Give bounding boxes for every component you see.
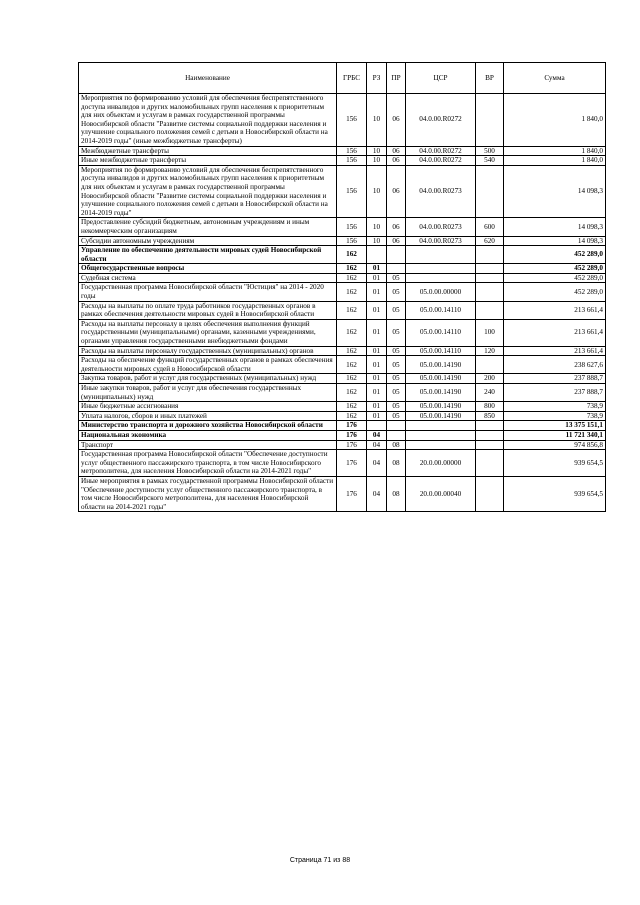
cell-grbs: 162 [337, 384, 367, 402]
table-row [79, 421, 606, 431]
budget-table [78, 62, 606, 512]
page-number: Страница 71 из 88 [289, 857, 351, 864]
cell-vr: 540 [476, 156, 504, 166]
cell-pr [387, 430, 406, 440]
cell-csr: 05.0.00.14190 [406, 384, 476, 402]
header-name: Наименование [79, 63, 337, 94]
cell-sum: 974 856,8 [504, 440, 606, 450]
cell-rz: 10 [367, 156, 387, 166]
cell-csr: 05.0.00.14110 [406, 301, 476, 319]
cell-grbs: 176 [337, 430, 367, 440]
cell-name: Расходы на выплаты персоналу государственных (муниципальных) органов [79, 346, 337, 356]
cell-rz: 10 [367, 146, 387, 156]
cell-rz: 01 [367, 273, 387, 283]
header-sum: Сумма [504, 63, 606, 94]
cell-csr: 04.0.00.R0272 [406, 94, 476, 147]
cell-vr [476, 440, 504, 450]
cell-grbs: 176 [337, 450, 367, 477]
table-row [79, 246, 606, 264]
cell-grbs: 162 [337, 411, 367, 421]
cell-sum: 237 888,7 [504, 374, 606, 384]
cell-rz: 01 [367, 301, 387, 319]
cell-grbs: 162 [337, 319, 367, 346]
cell-sum: 238 627,6 [504, 356, 606, 374]
cell-sum: 11 721 340,1 [504, 430, 606, 440]
table-row [79, 236, 606, 246]
cell-grbs: 162 [337, 346, 367, 356]
table-row [79, 283, 606, 301]
cell-pr: 05 [387, 301, 406, 319]
cell-pr [387, 421, 406, 431]
cell-csr [406, 440, 476, 450]
cell-pr: 06 [387, 94, 406, 147]
cell-sum: 14 098,3 [504, 236, 606, 246]
cell-grbs: 176 [337, 476, 367, 511]
cell-vr [476, 94, 504, 147]
cell-pr: 05 [387, 319, 406, 346]
cell-rz: 04 [367, 440, 387, 450]
cell-vr [476, 283, 504, 301]
cell-rz: 04 [367, 476, 387, 511]
table-row [79, 319, 606, 346]
cell-name: Иные межбюджетные трансферты [79, 156, 337, 166]
cell-pr: 05 [387, 356, 406, 374]
cell-csr: 05.0.00.14110 [406, 346, 476, 356]
cell-sum: 939 654,5 [504, 476, 606, 511]
table-row [79, 146, 606, 156]
table-body [79, 94, 606, 512]
cell-pr: 06 [387, 156, 406, 166]
cell-sum: 13 375 151,1 [504, 421, 606, 431]
table-row [79, 264, 606, 274]
cell-sum: 1 840,0 [504, 146, 606, 156]
table-row [79, 165, 606, 218]
cell-grbs: 162 [337, 264, 367, 274]
cell-name: Общегосударственные вопросы [79, 264, 337, 274]
cell-vr: 100 [476, 319, 504, 346]
header-csr: ЦСР [406, 63, 476, 94]
cell-pr: 08 [387, 440, 406, 450]
cell-sum: 213 661,4 [504, 301, 606, 319]
table-row [79, 346, 606, 356]
cell-sum: 738,9 [504, 402, 606, 412]
table-row [79, 218, 606, 236]
cell-csr [406, 273, 476, 283]
cell-name: Национальная экономика [79, 430, 337, 440]
table-header-row [79, 63, 606, 94]
cell-sum: 14 098,3 [504, 218, 606, 236]
cell-rz: 10 [367, 94, 387, 147]
table-row [79, 156, 606, 166]
cell-vr [476, 301, 504, 319]
header-grbs: ГРБС [337, 63, 367, 94]
table-row [79, 402, 606, 412]
cell-name: Расходы на выплаты по оплате труда работников государственных органов в рамках обеспечения деятельности мировых судей в Новосибирской области [79, 301, 337, 319]
cell-rz: 01 [367, 374, 387, 384]
cell-csr: 05.0.00.00000 [406, 283, 476, 301]
cell-name: Субсидии автономным учреждениям [79, 236, 337, 246]
cell-sum: 237 888,7 [504, 384, 606, 402]
cell-sum: 939 654,5 [504, 450, 606, 477]
cell-name: Иные закупки товаров, работ и услуг для обеспечения государственных (муниципальных) нужд [79, 384, 337, 402]
cell-csr [406, 430, 476, 440]
cell-vr [476, 246, 504, 264]
cell-grbs: 162 [337, 283, 367, 301]
cell-pr: 05 [387, 283, 406, 301]
cell-vr: 620 [476, 236, 504, 246]
cell-pr [387, 264, 406, 274]
cell-name: Судебная система [79, 273, 337, 283]
cell-grbs: 162 [337, 301, 367, 319]
cell-csr: 05.0.00.14190 [406, 374, 476, 384]
table-row [79, 476, 606, 511]
cell-grbs: 176 [337, 440, 367, 450]
cell-grbs: 156 [337, 236, 367, 246]
cell-csr: 05.0.00.14190 [406, 411, 476, 421]
cell-vr [476, 273, 504, 283]
table-row [79, 450, 606, 477]
cell-name: Министерство транспорта и дорожного хозяйства Новосибирской области [79, 421, 337, 431]
cell-pr: 06 [387, 165, 406, 218]
table-row [79, 440, 606, 450]
cell-rz: 10 [367, 236, 387, 246]
cell-pr: 08 [387, 476, 406, 511]
table-row [79, 301, 606, 319]
cell-rz: 01 [367, 402, 387, 412]
cell-grbs: 176 [337, 421, 367, 431]
cell-rz: 01 [367, 346, 387, 356]
cell-rz: 01 [367, 264, 387, 274]
cell-sum: 738,9 [504, 411, 606, 421]
cell-name: Государственная программа Новосибирской области "Обеспечение доступности услуг общественного пассажирского транспорта, в том числе Новосибирского метрополитена, для населения Новосибирской области на 2014-2021 годы" [79, 450, 337, 477]
cell-csr: 05.0.00.14190 [406, 356, 476, 374]
cell-csr [406, 264, 476, 274]
cell-rz: 01 [367, 283, 387, 301]
cell-csr [406, 246, 476, 264]
cell-sum: 1 840,0 [504, 156, 606, 166]
cell-pr [387, 246, 406, 264]
table-row [79, 374, 606, 384]
cell-pr: 05 [387, 346, 406, 356]
cell-vr: 500 [476, 146, 504, 156]
cell-grbs: 162 [337, 246, 367, 264]
cell-csr: 05.0.00.14190 [406, 402, 476, 412]
cell-name: Межбюджетные трансферты [79, 146, 337, 156]
table-row [79, 94, 606, 147]
cell-pr: 06 [387, 218, 406, 236]
cell-vr [476, 356, 504, 374]
cell-sum: 452 289,0 [504, 283, 606, 301]
cell-grbs: 156 [337, 94, 367, 147]
cell-sum: 14 098,3 [504, 165, 606, 218]
cell-vr [476, 165, 504, 218]
cell-grbs: 156 [337, 146, 367, 156]
cell-pr: 05 [387, 273, 406, 283]
cell-vr [476, 430, 504, 440]
cell-pr: 05 [387, 411, 406, 421]
cell-vr [476, 264, 504, 274]
cell-rz [367, 421, 387, 431]
cell-vr: 240 [476, 384, 504, 402]
cell-pr: 05 [387, 384, 406, 402]
cell-vr: 850 [476, 411, 504, 421]
table-row [79, 430, 606, 440]
cell-sum: 213 661,4 [504, 319, 606, 346]
cell-sum: 213 661,4 [504, 346, 606, 356]
cell-rz: 01 [367, 319, 387, 346]
cell-rz: 04 [367, 450, 387, 477]
cell-vr [476, 421, 504, 431]
cell-csr [406, 421, 476, 431]
cell-name: Транспорт [79, 440, 337, 450]
table-row [79, 356, 606, 374]
cell-csr: 04.0.00.R0273 [406, 236, 476, 246]
table-row [79, 411, 606, 421]
cell-name: Уплата налогов, сборов и иных платежей [79, 411, 337, 421]
cell-grbs: 156 [337, 165, 367, 218]
cell-csr: 04.0.00.R0272 [406, 146, 476, 156]
cell-sum: 452 289,0 [504, 264, 606, 274]
cell-rz: 10 [367, 218, 387, 236]
cell-sum: 452 289,0 [504, 273, 606, 283]
cell-name: Расходы на обеспечение функций государственных органов в рамках обеспечения деятельности мировых судей в Новосибирской области [79, 356, 337, 374]
cell-vr [476, 450, 504, 477]
cell-rz: 04 [367, 430, 387, 440]
cell-grbs: 162 [337, 356, 367, 374]
cell-pr: 06 [387, 146, 406, 156]
cell-name: Предоставление субсидий бюджетным, автономным учреждениям и иным некоммерческим организациям [79, 218, 337, 236]
cell-csr: 04.0.00.R0273 [406, 165, 476, 218]
cell-name: Мероприятия по формированию условий для обеспечения беспрепятственного доступа инвалидов и других маломобильных групп населения к приоритетным для них объектам и услугам в рамках государственной программы Новосибирской области "Развитие системы социальной поддержки населения и улучшение социального положения семей с детьми в Новосибирской области на 2014-2019 годы" [79, 165, 337, 218]
cell-sum: 452 289,0 [504, 246, 606, 264]
cell-name: Закупка товаров, работ и услуг для государственных (муниципальных) нужд [79, 374, 337, 384]
cell-csr: 04.0.00.R0272 [406, 156, 476, 166]
cell-vr: 800 [476, 402, 504, 412]
cell-vr: 600 [476, 218, 504, 236]
cell-grbs: 156 [337, 218, 367, 236]
cell-vr: 200 [476, 374, 504, 384]
header-pr: ПР [387, 63, 406, 94]
cell-pr: 06 [387, 236, 406, 246]
cell-name: Государственная программа Новосибирской области "Юстиция" на 2014 - 2020 годы [79, 283, 337, 301]
cell-pr: 05 [387, 402, 406, 412]
cell-pr: 08 [387, 450, 406, 477]
cell-rz: 10 [367, 165, 387, 218]
cell-rz: 01 [367, 411, 387, 421]
cell-vr: 120 [476, 346, 504, 356]
header-rz: РЗ [367, 63, 387, 94]
cell-grbs: 162 [337, 273, 367, 283]
table-row [79, 273, 606, 283]
cell-name: Иные мероприятия в рамках государственной программы Новосибирской области "Обеспечение доступности услуг общественного пассажирского транспорта, в том числе Новосибирского метрополитена, для населения Новосибирской области на 2014-2021 годы" [79, 476, 337, 511]
header-vr: ВР [476, 63, 504, 94]
cell-sum: 1 840,0 [504, 94, 606, 147]
cell-rz: 01 [367, 384, 387, 402]
cell-name: Иные бюджетные ассигнования [79, 402, 337, 412]
cell-grbs: 156 [337, 156, 367, 166]
cell-grbs: 162 [337, 374, 367, 384]
cell-csr: 20.0.00.00000 [406, 450, 476, 477]
cell-name: Мероприятия по формированию условий для обеспечения беспрепятственного доступа инвалидов и других маломобильных групп населения к приоритетным для них объектам и услугам в рамках государственной программы Новосибирской области "Развитие системы социальной поддержки населения и улучшение социального положения семей с детьми в Новосибирской области на 2014-2019 годы" (иные межбюджетные трансферты) [79, 94, 337, 147]
cell-rz [367, 246, 387, 264]
cell-name: Расходы на выплаты персоналу в целях обеспечения выполнения функций государственными (муниципальными) органами, казенными учреждениями, органами управления государственными внебюджетными фондами [79, 319, 337, 346]
cell-name: Управление по обеспечению деятельности мировых судей Новосибирской области [79, 246, 337, 264]
cell-csr: 05.0.00.14110 [406, 319, 476, 346]
cell-pr: 05 [387, 374, 406, 384]
cell-grbs: 162 [337, 402, 367, 412]
cell-csr: 04.0.00.R0273 [406, 218, 476, 236]
table-row [79, 384, 606, 402]
cell-vr [476, 476, 504, 511]
cell-csr: 20.0.00.00040 [406, 476, 476, 511]
cell-rz: 01 [367, 356, 387, 374]
